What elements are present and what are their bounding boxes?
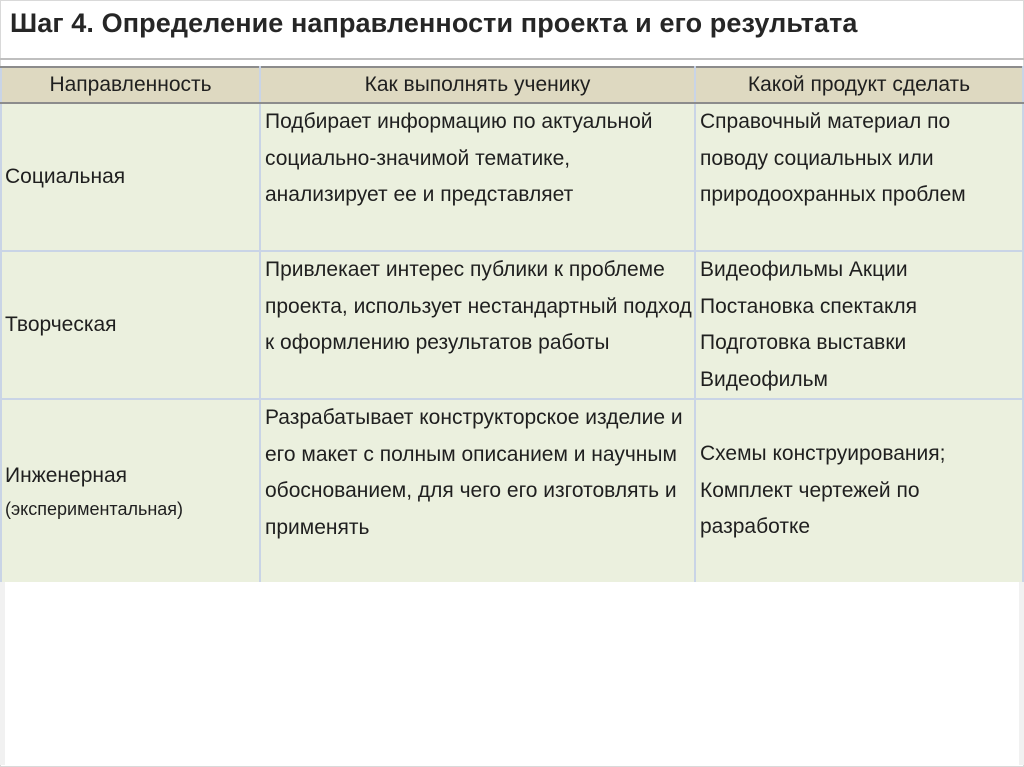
project-direction-table (0, 66, 1024, 584)
product-item: Подготовка выставки (700, 331, 907, 354)
how-cell: Привлекает интерес публики к проблеме проекта, использует нестандартный подход к оформлению результатов работы (260, 251, 695, 399)
direction-label: Творческая (5, 312, 117, 336)
direction-cell (1, 399, 260, 583)
table-body (1, 103, 1023, 583)
direction-note: (экспериментальная) (5, 499, 184, 520)
direction-cell (1, 103, 260, 251)
header-row (1, 67, 1023, 103)
slide-empty-area (0, 582, 1022, 765)
product-cell: Схемы конструирования; Комплект чертежей по разработке (695, 399, 1023, 583)
product-item: Видеофильмы Акции (700, 258, 908, 281)
product-item: Постановка спектакля (700, 294, 918, 318)
table-row (1, 399, 1023, 583)
direction-label: Социальная (5, 164, 126, 188)
header-direction: Направленность (1, 67, 260, 103)
product-cell: Справочный материал по поводу социальных или природоохранных проблем (695, 103, 1023, 251)
how-cell: Подбирает информацию по актуальной социально-значимой тематике, анализирует ее и представляет (260, 103, 695, 251)
header-how-to-do: Как выполнять ученику (260, 67, 695, 103)
slide-edge-shade-right (1019, 582, 1024, 765)
header-product: Какой продукт сделать (695, 67, 1023, 103)
table-header (1, 67, 1023, 103)
project-direction-table-container (0, 66, 1022, 584)
product-cell (695, 251, 1023, 399)
table-row (1, 251, 1023, 399)
direction-label: Инженерная (5, 463, 128, 487)
slide-title: Шаг 4. Определение направленности проекта и его результата (10, 8, 858, 38)
product-item: Видеофильм (700, 367, 828, 391)
direction-cell (1, 251, 260, 399)
table-row (1, 103, 1023, 251)
how-cell: Разрабатывает конструкторское изделие и его макет с полным описанием и научным обоснованием, для чего его изготовлять и применять (260, 399, 695, 583)
slide-edge-shade-left (0, 582, 5, 765)
title-divider (0, 58, 1024, 60)
